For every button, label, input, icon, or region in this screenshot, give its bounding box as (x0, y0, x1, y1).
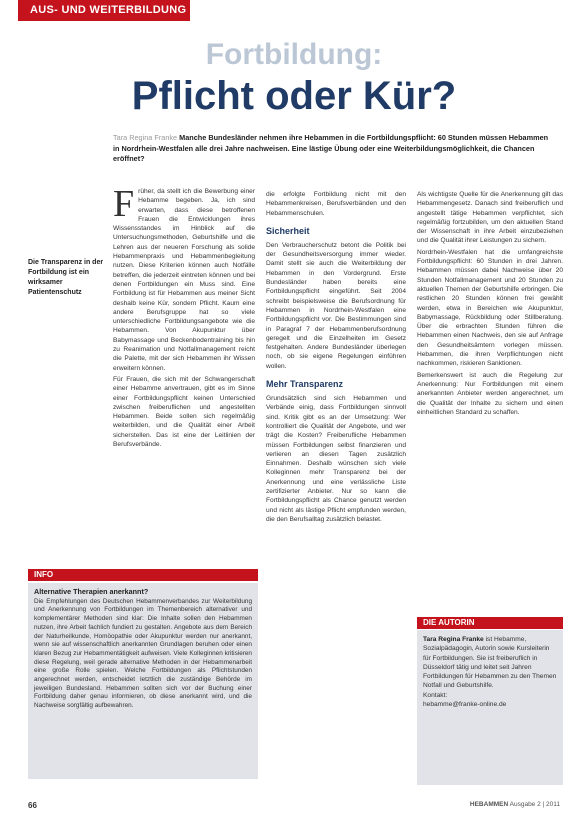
margin-note: Die Transparenz in der Fortbildung ist ein wirksamer Patientenschutz (28, 259, 104, 296)
section-header: AUS- UND WEITERBILDUNG (18, 0, 190, 21)
author-box-label: DIE AUTORIN (417, 617, 563, 629)
info-box-title: Alternative Therapien anerkannt? (34, 587, 149, 596)
article-column-1 (113, 187, 255, 559)
footer-issue (470, 801, 560, 808)
title-line-1: Fortbildung: (205, 38, 383, 71)
lead-author: Tara Regina Franke (113, 133, 178, 142)
article-paragraph: Grundsätzlich sind sich Hebammen und Verbände einig, dass Fortbildungen sinnvoll sind. Kritik gibt es an der Umsetzung: Wer kontrolliert die Qualität der Angebote, und wer trägt die Kosten? Freiberufliche Hebammen müssen Fortbildungen selbst finanzieren und verlieren an diesen Tagen zusätzlich Einnahmen. Deshalb wünschen sich viele Kolleginnen mehr Transparenz bei der Anerkennung und eine verlässliche Liste zertifizierter Anbieter. Nur so kann die Fortbildungspflicht als Chance genutzt werden und nicht als lästige Pflicht empfunden werden, die den Berufsalltag zusätzlich belastet. (266, 395, 406, 523)
subheading-transparenz: Mehr Transparenz (266, 379, 344, 390)
title-line-2: Pflicht oder Kür? (131, 74, 457, 118)
author-email: hebamme@franke-online.de (423, 701, 507, 709)
drop-cap: F (113, 187, 135, 225)
article-paragraph: Nordrhein-Westfalen hat die umfangreichste Fortbildungspflicht: 60 Stunden in drei Jahren. Hebammen müssen dabei Nachweise über 20 Stunden Notfallmanagement und 20 Stunden zu aktuellen Themen der Geburtshilfe erbringen. Die restlichen 20 Stunden können frei gewählt werden, etwa in Bereichen wie Akupunktur, Babymassage, Rückbildung oder Stillberatung. Über die erbrachten Stunden führen die Hebammen einen Nachweis, den sie auf Anfrage den Gesundheitsämtern vorlegen müssen. Hebammen, die ihren Verpflichtungen nicht nachkommen, riskieren Sanktionen. (417, 248, 563, 368)
info-box (28, 583, 258, 779)
article-paragraph: Früher, da stellt ich die Bewerbung einer Hebamme begeben. Ja, ich sind erwarten, dass diese betroffenen Frauen die Entwicklungen ihres Wissensstandes im Hinblick auf die Untersuchungsmethoden, Geburtshilfe und die Lehren aus der neueren Forschung als solide Hebammenpraxis und Hebammenbegleitung nutzen. Diese Kriterien können auch Notfälle betreffen, die jederzeit eintreten können und bei denen Fortbildungen ein Muss sind. Eine Fortbildung ist für Hebammen aus meiner Sicht deshalb keine Kür, sondern Pflicht. Kaum eine andere Berufsgruppe hat so viele unterschiedliche Fortbildungsangebote wie die Hebammen. Von Akupunktur über Babymassage und Beckenbodentraining bis hin zu Reanimation und Notfallmanagement reicht die Palette, mit der sich Hebammen ihr Wissen erweitern können. (113, 187, 255, 372)
author-name: Tara Regina Franke (423, 636, 484, 643)
article-column-3 (417, 190, 563, 610)
page-number: 66 (28, 801, 37, 810)
footer-issue-text: Ausgabe 2 | 2011 (509, 801, 560, 808)
info-box-label: INFO (28, 569, 258, 581)
article-paragraph: Als wichtigste Quelle für die Anerkennung gilt das Hebammengesetz. Danach sind freiberuflich und angestellt tätige Hebammen verpflichtet, sich regelmäßig fortzubilden, um den aktuellen Stand der Wissenschaft in ihre Arbeit einzubeziehen und die Qualität ihrer Leistungen zu sichern. (417, 191, 563, 245)
subheading-sicherheit: Sicherheit (266, 225, 310, 236)
author-contact-label: Kontakt: (423, 691, 448, 699)
article-paragraph: Für Frauen, die sich mit der Schwangerschaft einer Hebamme anvertrauen, gibt es im Sinne einer Fortbildungspflicht keinen Unterschied zwischen freiberuflichen und angestellten Hebammen. Beide sollen sich regelmäßig weiterbilden, und die Qualität einer Arbeit sicherstellen. Das ist eine der Leitlinien der Berufsverbände. (113, 375, 255, 449)
info-box-text: Die Empfehlungen des Deutschen Hebammenverbandes zur Weiterbildung und Anerkennung von Fortbildungen im Themenbereich alternativer und komplementärer Methoden sind klar: Die Inhalte sollen den Hebammen nutzen, ihre Arbeit fachlich fundiert zu gestalten. Angebote aus dem Bereich der Naturheilkunde, Homöopathie oder Akupunktur werden nur anerkannt, wenn sie auf wissenschaftlich anerkannten Grundlagen beruhen oder einen klaren Bezug zur Hebammentätigkeit aufweisen. Viele Kolleginnen kritisieren diese Regelung, weil gerade alternative Methoden in der Hebammenarbeit eine große Rolle spielen. Welche Fortbildungen als Pflichtstunden angerechnet werden, entscheidet letztlich die zuständige Behörde im jeweiligen Bundesland. Hebammen sollten sich vor der Buchung einer Fortbildung daher genau informieren, ob diese anerkannt wird, und die Nachweise sorgfältig aufbewahren. (34, 597, 252, 710)
article-paragraph: die erfolgte Fortbildung nicht mit den Hebammenkreisen, Berufsverbänden und den Hebammenschulen. (266, 191, 406, 217)
article-paragraph: Bemerkenswert ist auch die Regelung zur Anerkennung: Nur Fortbildungen mit einem anerkannten Anbieter werden angerechnet, um die Qualität der Inhalte zu sichern und einen einheitlichen Standard zu schaffen. (417, 371, 563, 416)
author-box (417, 630, 563, 785)
lead-paragraph (113, 133, 553, 165)
article-paragraph: Den Verbraucherschutz betont die Politik bei der Gesundheitsversorgung immer wieder. Damit stellt sie auch die Weiterbildung der Hebammen in den Vordergrund. Erste Bundesländer haben bereits eine Fortbildungspflicht eingeführt. Seit 2004 schreibt beispielsweise die Berufsordnung für Hebammen in Nordrhein-Westfalen eine Fortbildungspflicht vor. Die Bestimmungen sind in Paragraf 7 der Hebammenberufsordnung geregelt und die Einzelheiten im Gesetz festgehalten. Andere Bundesländer überlegen noch, ob sie eigene Regelungen einführen wollen. (266, 241, 406, 370)
footer-magazine: HEBAMMEN (469, 801, 509, 808)
article-column-2 (266, 190, 406, 790)
lead-text: Manche Bundesländer nehmen ihre Hebammen in die Fortbildungspflicht: 60 Stunden müssen Hebammen in Nordrhein-Westfalen alle drei Jahre nachweisen. Eine lästige Übung oder eine Weiterbildungsmöglichkeit, die Chancen eröffnet? (113, 133, 549, 164)
author-bio: ist Hebamme, Sozialpädagogin, Autorin sowie Kursleiterin für Fortbildungen. Sie ist freiberuflich in Düsseldorf tätig und leitet seit Jahren Fortbildungen für Hebammen zu den Themen Notfall und Geburtshilfe. (423, 636, 557, 690)
